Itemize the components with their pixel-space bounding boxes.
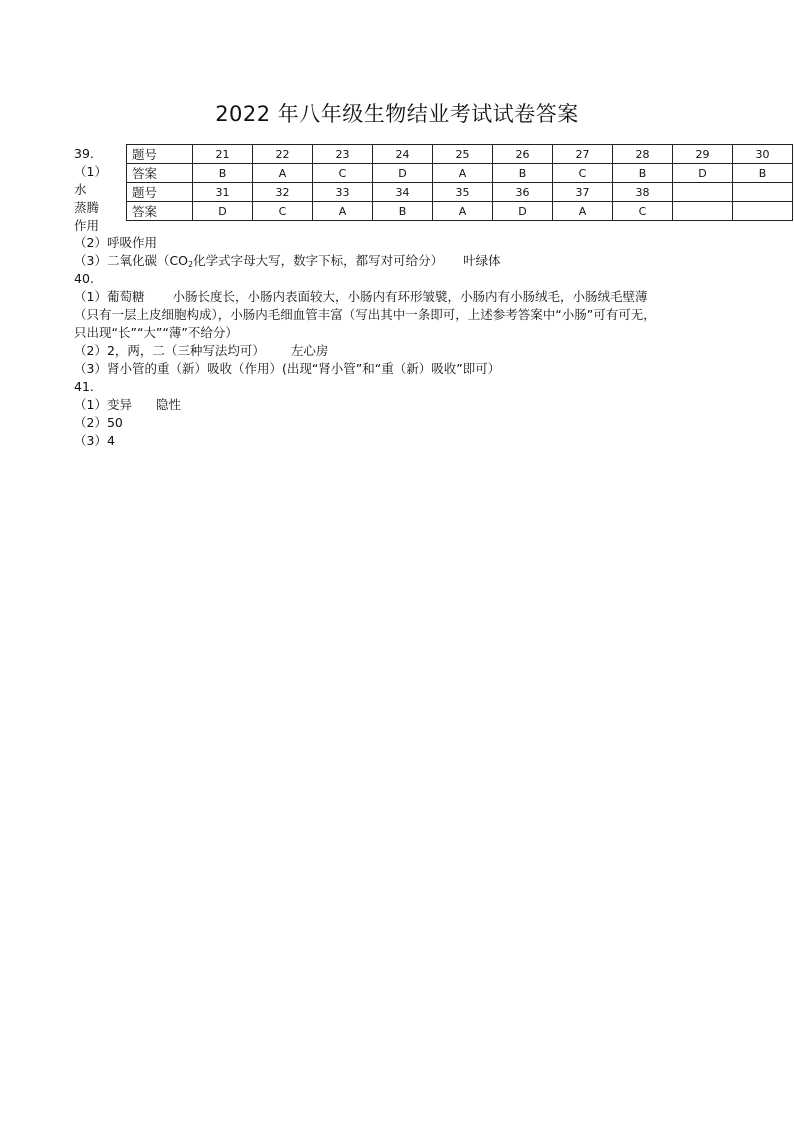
table-cell: 31	[193, 183, 253, 202]
table-row-label: 题号	[127, 183, 193, 202]
table-cell: 38	[613, 183, 673, 202]
table-cell: 34	[373, 183, 433, 202]
table-row	[127, 183, 793, 202]
table-cell	[733, 202, 793, 221]
table-row	[127, 202, 793, 221]
table-cell: B	[733, 164, 793, 183]
table-cell: 23	[313, 145, 373, 164]
q39-body	[74, 234, 501, 270]
q39-p2: （2）呼吸作用	[74, 235, 157, 250]
q39-p1-answer-b: 蒸腾	[74, 200, 100, 215]
table-cell: 22	[253, 145, 313, 164]
q41-body	[74, 378, 181, 450]
table-cell: 26	[493, 145, 553, 164]
q39-number: 39.	[74, 146, 94, 161]
q41-p1-b: 隐性	[155, 397, 181, 412]
table-row-label: 答案	[127, 202, 193, 221]
table-row-label: 题号	[127, 145, 193, 164]
table-cell: 27	[553, 145, 613, 164]
q40-p1-a: （1）葡萄糖	[74, 289, 145, 304]
q40-p1-d: 只出现“长”“大”“薄”不给分）	[74, 325, 238, 340]
q41-number: 41.	[74, 379, 94, 394]
table-cell: B	[493, 164, 553, 183]
table-cell: A	[553, 202, 613, 221]
q41-p1-a: （1）变异	[74, 397, 132, 412]
q39-p1-answer-c: 作用	[74, 218, 100, 233]
table-cell: B	[373, 202, 433, 221]
q40-number: 40.	[74, 271, 94, 286]
table-row	[127, 164, 793, 183]
table-cell: D	[193, 202, 253, 221]
q40-p2-b: 左心房	[290, 343, 329, 358]
answer-table	[126, 144, 793, 221]
table-cell: 24	[373, 145, 433, 164]
table-cell: C	[253, 202, 313, 221]
table-cell: 21	[193, 145, 253, 164]
q41-p1	[74, 396, 181, 414]
table-cell: 29	[673, 145, 733, 164]
q40-p3: （3）肾小管的重（新）吸收（作用）(出现“肾小管”和“重（新）吸收”即可）	[74, 361, 501, 376]
table-cell: A	[253, 164, 313, 183]
q40-p1-b: 小肠长度长，小肠内表面较大，小肠内有环形皱襞，小肠内有小肠绒毛，小肠绒毛壁薄	[172, 289, 648, 304]
table-cell: 35	[433, 183, 493, 202]
table-cell: C	[613, 202, 673, 221]
table-cell: D	[373, 164, 433, 183]
q40-p2	[74, 342, 656, 360]
q39-p3	[74, 252, 501, 270]
table-cell	[673, 183, 733, 202]
q40-p2-a: （2）2，两，二（三种写法均可）	[74, 343, 265, 358]
table-cell: C	[313, 164, 373, 183]
table-cell: 32	[253, 183, 313, 202]
table-cell: 33	[313, 183, 373, 202]
q40-p1-c: （只有一层上皮细胞构成），小肠内毛细血管丰富（写出其中一条即可，上述参考答案中“小肠”可有可无，	[74, 307, 656, 322]
table-cell: 36	[493, 183, 553, 202]
table-cell: 28	[613, 145, 673, 164]
q39-p3-sub: 2	[188, 260, 194, 269]
table-cell: A	[433, 202, 493, 221]
table-cell	[733, 183, 793, 202]
table-row-label: 答案	[127, 164, 193, 183]
q40-p1-line1	[74, 288, 656, 306]
table-cell: D	[673, 164, 733, 183]
q41-p3: （3）4	[74, 433, 115, 448]
table-cell: D	[493, 202, 553, 221]
table-cell: B	[193, 164, 253, 183]
q41-p2: （2）50	[74, 415, 123, 430]
q39-p3-extra: 叶绿体	[463, 253, 501, 268]
table-cell: 37	[553, 183, 613, 202]
q39-side	[74, 145, 124, 235]
q39-p3-suffix: 化学式字母大写，数字下标，都写对可给分）	[193, 253, 444, 268]
table-cell: 25	[433, 145, 493, 164]
table-cell: A	[313, 202, 373, 221]
q39-p1-answer-a: 水	[74, 182, 87, 197]
table-cell: B	[613, 164, 673, 183]
table-cell: 30	[733, 145, 793, 164]
table-row	[127, 145, 793, 164]
table-cell: A	[433, 164, 493, 183]
table-cell	[673, 202, 733, 221]
q39-p3-prefix: （3）二氧化碳（CO	[74, 253, 189, 268]
q39-p1-label: （1）	[74, 164, 107, 179]
page-title: 2022 年八年级生物结业考试试卷答案	[215, 102, 579, 126]
table-cell: C	[553, 164, 613, 183]
q40-body	[74, 270, 656, 378]
